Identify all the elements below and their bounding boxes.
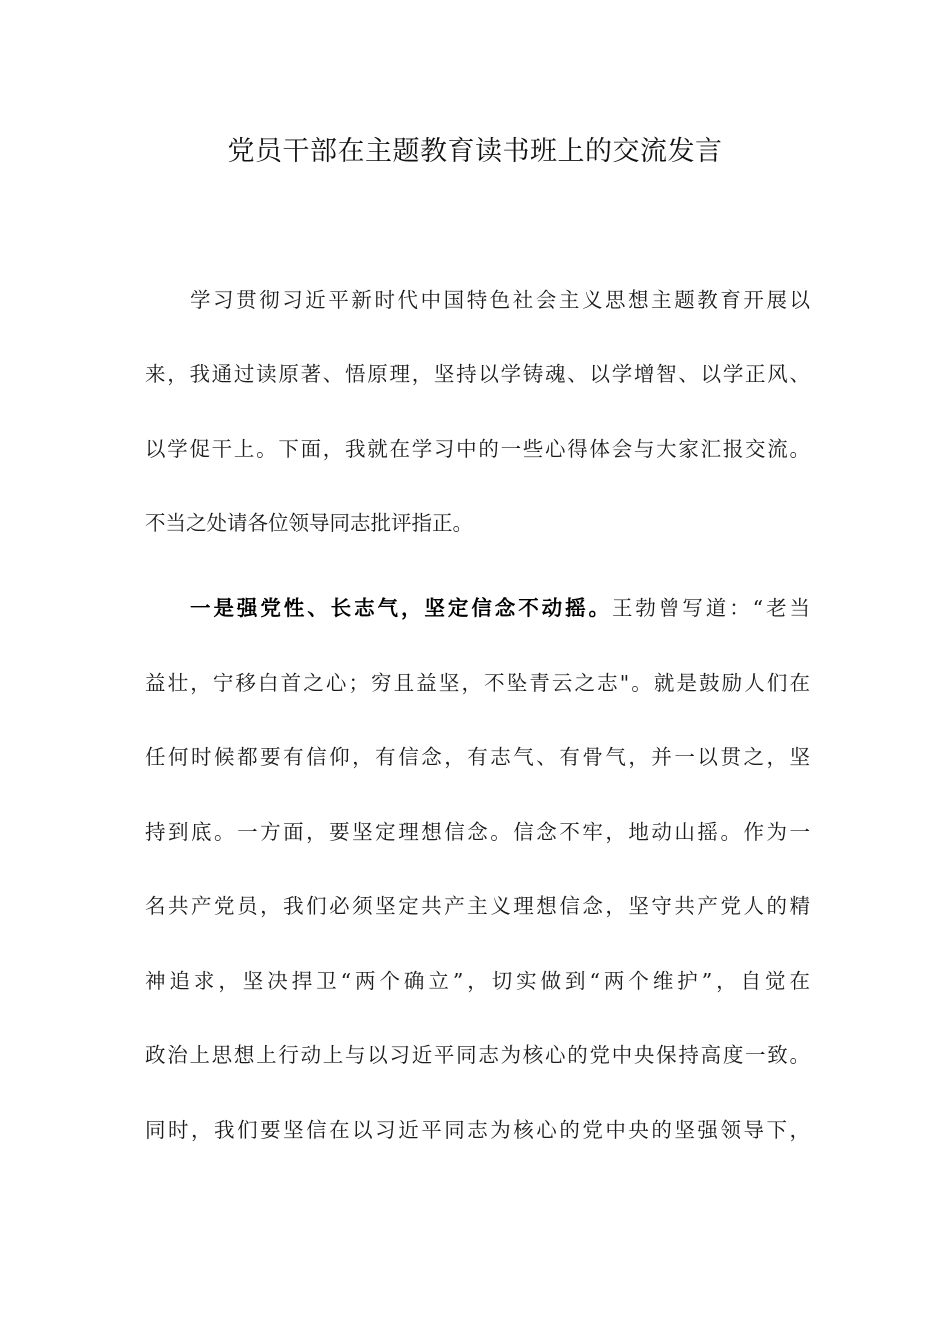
- paragraph1-line-1: 学习贯彻习近平新时代中国特色社会主义思想主题教育开展以: [190, 288, 810, 312]
- paragraph2-line-4: 持到底。一方面，要坚定理想信念。信念不牢，地动山摇。作为一: [145, 820, 810, 844]
- paragraph2-line-6: 神追求，坚决捍卫“两个确立”，切实做到“两个维护”，自觉在: [145, 969, 810, 993]
- paragraph2-line-8: 同时，我们要坚信在以习近平同志为核心的党中央的坚强领导下，: [145, 1118, 810, 1142]
- paragraph2-line-1: [190, 588, 810, 628]
- paragraph2-line-7: 政治上思想上行动上与以习近平同志为核心的党中央保持高度一致。: [145, 1043, 810, 1067]
- paragraph2-line-3: 任何时候都要有信仰，有信念，有志气、有骨气，并一以贯之，坚: [145, 745, 810, 769]
- paragraph2-line-1-text: 王勃曾写道：“老当: [611, 596, 810, 620]
- paragraph1-line-2: 来，我通过读原著、悟原理，坚持以学铸魂、以学增智、以学正风、: [145, 362, 810, 386]
- paragraph1-line-4: 不当之处请各位领导同志批评指正。: [145, 511, 473, 535]
- paragraph2-line-5: 名共产党员，我们必须坚定共产主义理想信念，坚守共产党人的精: [145, 894, 810, 918]
- paragraph1-line-3: 以学促干上。下面，我就在学习中的一些心得体会与大家汇报交流。: [145, 437, 810, 461]
- document-title: 党员干部在主题教育读书班上的交流发言: [227, 136, 723, 167]
- paragraph2-heading: 一是强党性、长志气，坚定信念不动摇。: [190, 596, 612, 620]
- paragraph2-line-2: 益壮，宁移白首之心；穷且益坚，不坠青云之志"。就是鼓励人们在: [145, 671, 810, 695]
